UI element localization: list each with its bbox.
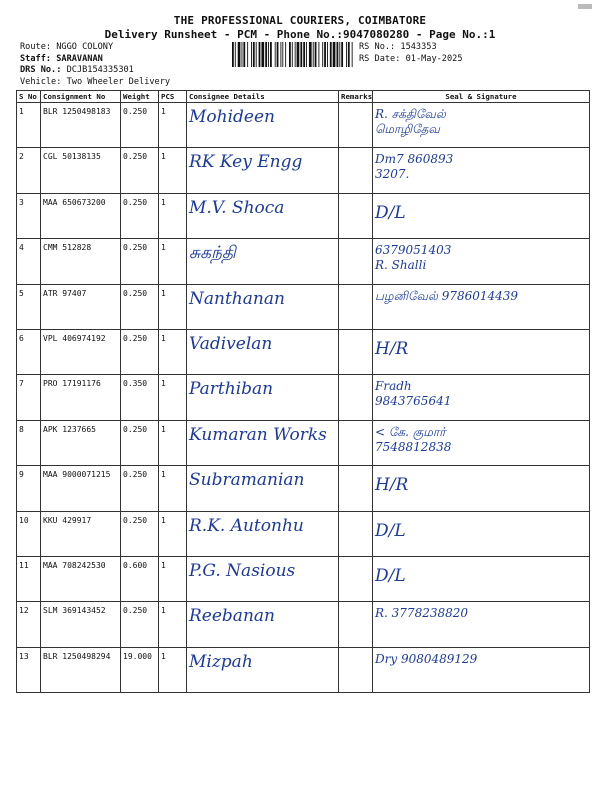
signature-handwriting: D/L [375, 520, 406, 541]
weight-cell: 0.250 [121, 103, 159, 148]
barcode-bar [256, 42, 257, 67]
signature-handwriting: 6379051403 [375, 243, 452, 258]
consignee-handwriting: R.K. Autonhu [189, 515, 304, 536]
weight-cell: 0.250 [121, 284, 159, 329]
col-consignment: Consignment No [41, 91, 121, 103]
barcode-bar [348, 42, 350, 67]
rs-no-value: 1543353 [400, 42, 437, 52]
barcode [231, 42, 353, 67]
pcs-cell: 1 [159, 420, 187, 465]
signature-handwriting: பழனிவேல் 9786014439 [375, 288, 519, 303]
pcs-cell: 1 [159, 511, 187, 556]
signature-handwriting: R. சக்திவேல் [375, 107, 446, 121]
table-row [17, 239, 590, 284]
barcode-bar [235, 42, 236, 67]
sno-cell: 6 [17, 329, 41, 374]
table-row [17, 103, 590, 148]
barcode-bar [292, 42, 293, 67]
remarks-cell [339, 329, 373, 374]
signature-handwriting: Fradh [375, 379, 412, 394]
table-row [17, 375, 590, 420]
barcode-bar [247, 42, 248, 67]
signature-cell [373, 556, 590, 601]
remarks-cell [339, 193, 373, 238]
signature-handwriting: மொழிதேவ [375, 122, 440, 136]
consignment-cell: CGL 50138135 [41, 148, 121, 193]
weight-cell: 19.000 [121, 647, 159, 692]
consignee-handwriting: சுகந்தி [189, 243, 236, 264]
vehicle-line: Vehicle: Two Wheeler Delivery [20, 76, 171, 87]
table-row [17, 602, 590, 647]
vehicle-value: Two Wheeler Delivery [66, 76, 171, 87]
table-row [17, 193, 590, 238]
weight-cell: 0.250 [121, 602, 159, 647]
consignee-cell [187, 420, 339, 465]
table-row [17, 556, 590, 601]
table-row [17, 647, 590, 692]
barcode-bar [238, 42, 241, 67]
table-row [17, 148, 590, 193]
sno-cell: 13 [17, 647, 41, 692]
consignee-handwriting: P.G. Nasious [189, 560, 296, 581]
consignee-handwriting: RK Key Engg [189, 152, 303, 173]
sno-cell: 3 [17, 193, 41, 238]
signature-cell [373, 148, 590, 193]
consignee-cell [187, 148, 339, 193]
consignee-handwriting: Reebanan [189, 606, 275, 627]
barcode-bar [289, 42, 291, 67]
barcode-bar [295, 42, 296, 67]
rs-no-line: RS No.: 1543353 [359, 42, 437, 52]
consignee-handwriting: Vadivelan [189, 333, 273, 354]
consignee-handwriting: Nanthanan [189, 288, 285, 309]
signature-cell [373, 420, 590, 465]
pcs-cell: 1 [159, 284, 187, 329]
barcode-bar [275, 42, 276, 67]
route-line: Route: NGGO COLONY [20, 42, 114, 52]
remarks-cell [339, 556, 373, 601]
signature-handwriting: 7548812838 [375, 439, 452, 454]
pcs-cell: 1 [159, 148, 187, 193]
table-row [17, 329, 590, 374]
consignee-cell [187, 284, 339, 329]
sno-cell: 8 [17, 420, 41, 465]
consignment-cell: MAA 650673200 [41, 193, 121, 238]
delivery-table [16, 90, 590, 693]
signature-cell [373, 466, 590, 511]
sno-cell: 2 [17, 148, 41, 193]
rs-date-value: 01-May-2025 [405, 53, 463, 64]
pcs-cell: 1 [159, 239, 187, 284]
consignee-cell [187, 193, 339, 238]
remarks-cell [339, 375, 373, 420]
consignment-cell: KKU 429917 [41, 511, 121, 556]
barcode-bar [339, 42, 340, 67]
barcode-bar [253, 42, 255, 67]
weight-cell: 0.250 [121, 466, 159, 511]
table-row [17, 420, 590, 465]
signature-cell [373, 375, 590, 420]
barcode-bar [318, 42, 319, 67]
col-signature: Seal & Signature [373, 91, 590, 103]
barcode-bar [322, 42, 323, 67]
rs-date-line: RS Date: 01-May-2025 [359, 53, 463, 64]
consignee-cell [187, 239, 339, 284]
signature-handwriting: D/L [375, 565, 406, 586]
barcode-bar [285, 42, 286, 67]
barcode-bar [333, 42, 336, 67]
sno-cell: 12 [17, 602, 41, 647]
runsheet-subtitle: Delivery Runsheet - PCM - Phone No.:9047080280 - Page No.:1 [104, 28, 496, 41]
remarks-cell [339, 511, 373, 556]
consignee-cell [187, 375, 339, 420]
barcode-bar [324, 42, 326, 67]
col-consignee: Consignee Details [187, 91, 339, 103]
remarks-cell [339, 284, 373, 329]
signature-handwriting: H/R [375, 338, 409, 359]
staff-value: SARAVANAN [56, 53, 103, 64]
consignment-cell: PRO 17191176 [41, 375, 121, 420]
company-title: THE PROFESSIONAL COURIERS, COIMBATORE [173, 14, 427, 27]
pcs-cell: 1 [159, 329, 187, 374]
col-pcs: PCS [159, 91, 187, 103]
remarks-cell [339, 239, 373, 284]
barcode-bar [282, 42, 283, 67]
signature-cell [373, 284, 590, 329]
signature-handwriting: Dm7 860893 [375, 152, 454, 167]
barcode-bar [303, 42, 305, 67]
consignee-cell [187, 466, 339, 511]
consignee-cell [187, 602, 339, 647]
barcode-bar [251, 42, 252, 67]
barcode-bar [300, 42, 302, 67]
weight-cell: 0.250 [121, 239, 159, 284]
barcode-bar [352, 42, 353, 67]
signature-handwriting: D/L [375, 202, 406, 223]
barcode-bar [297, 42, 300, 67]
sno-cell: 1 [17, 103, 41, 148]
consignee-cell [187, 647, 339, 692]
pcs-cell: 1 [159, 647, 187, 692]
signature-cell [373, 511, 590, 556]
weight-cell: 0.350 [121, 375, 159, 420]
staff-line: Staff: SARAVANAN [20, 53, 103, 64]
consignee-handwriting: Kumaran Works [189, 424, 327, 445]
drs-value: DCJB154335301 [66, 65, 134, 75]
barcode-bar [280, 42, 281, 67]
pcs-cell: 1 [159, 193, 187, 238]
remarks-cell [339, 103, 373, 148]
pcs-cell: 1 [159, 602, 187, 647]
consignment-cell: MAA 9000071215 [41, 466, 121, 511]
barcode-bar [268, 42, 269, 67]
weight-cell: 0.250 [121, 511, 159, 556]
signature-handwriting: 9843765641 [375, 394, 452, 409]
consignee-handwriting: Parthiban [189, 379, 274, 400]
sno-cell: 5 [17, 284, 41, 329]
sno-cell: 11 [17, 556, 41, 601]
table-row [17, 466, 590, 511]
pcs-cell: 1 [159, 466, 187, 511]
col-sno: S No [17, 91, 41, 103]
table-header-row [17, 91, 590, 103]
rs-block [359, 42, 463, 65]
signature-handwriting: H/R [375, 475, 409, 496]
barcode-bar [270, 42, 272, 67]
pcs-cell: 1 [159, 103, 187, 148]
signature-cell [373, 329, 590, 374]
barcode-bar [330, 42, 332, 67]
consignment-cell: APK 1237665 [41, 420, 121, 465]
signature-cell [373, 602, 590, 647]
signature-cell [373, 239, 590, 284]
barcode-bar [315, 42, 317, 67]
remarks-cell [339, 602, 373, 647]
weight-cell: 0.600 [121, 556, 159, 601]
corner-mark [578, 4, 592, 9]
weight-cell: 0.250 [121, 420, 159, 465]
weight-cell: 0.250 [121, 148, 159, 193]
barcode-bar [327, 42, 328, 67]
barcode-bar [242, 42, 243, 67]
consignment-cell: CMM 512828 [41, 239, 121, 284]
barcode-bar [259, 42, 261, 67]
consignee-cell [187, 556, 339, 601]
weight-cell: 0.250 [121, 329, 159, 374]
consignment-cell: ATR 97407 [41, 284, 121, 329]
signature-handwriting: Dry 9080489129 [375, 651, 478, 666]
barcode-bar [277, 42, 279, 67]
pcs-cell: 1 [159, 556, 187, 601]
signature-handwriting: 3207. [375, 167, 410, 182]
signature-cell [373, 103, 590, 148]
route-value: NGGO COLONY [56, 42, 114, 52]
drs-line: DRS No.: DCJB154335301 [20, 65, 134, 75]
barcode-bar [313, 42, 314, 67]
barcode-bar [309, 42, 312, 67]
sno-cell: 4 [17, 239, 41, 284]
consignment-cell: MAA 708242530 [41, 556, 121, 601]
consignee-cell [187, 329, 339, 374]
table-row [17, 284, 590, 329]
route-staff-block [20, 42, 170, 88]
remarks-cell [339, 466, 373, 511]
sno-cell: 10 [17, 511, 41, 556]
sno-cell: 9 [17, 466, 41, 511]
pcs-cell: 1 [159, 375, 187, 420]
signature-handwriting: < கே. குமார் [375, 424, 446, 439]
barcode-bar [306, 42, 307, 67]
col-weight: Weight [121, 91, 159, 103]
consignee-handwriting: Mizpah [189, 651, 253, 672]
consignment-cell: BLR 1250498183 [41, 103, 121, 148]
remarks-cell [339, 148, 373, 193]
consignee-handwriting: Subramanian [189, 470, 305, 491]
remarks-cell [339, 647, 373, 692]
barcode-bar [265, 42, 267, 67]
signature-handwriting: R. Shalli [375, 258, 427, 273]
consignment-cell: BLR 1250498294 [41, 647, 121, 692]
barcode-bar [243, 42, 245, 67]
consignee-handwriting: M.V. Shoca [189, 197, 285, 218]
weight-cell: 0.250 [121, 193, 159, 238]
consignment-cell: SLM 369143452 [41, 602, 121, 647]
table-row [17, 511, 590, 556]
consignee-cell [187, 511, 339, 556]
remarks-cell [339, 420, 373, 465]
col-remarks: Remarks [339, 91, 373, 103]
signature-cell [373, 193, 590, 238]
signature-cell [373, 647, 590, 692]
sno-cell: 7 [17, 375, 41, 420]
consignee-handwriting: Mohideen [189, 107, 275, 127]
consignee-cell [187, 103, 339, 148]
barcode-bar [261, 42, 264, 67]
barcode-bar [341, 42, 343, 67]
barcode-bar [346, 42, 347, 67]
barcode-bar [337, 42, 339, 67]
barcode-bar [232, 42, 234, 67]
signature-handwriting: R. 3778238820 [375, 606, 469, 621]
consignment-cell: VPL 406974192 [41, 329, 121, 374]
